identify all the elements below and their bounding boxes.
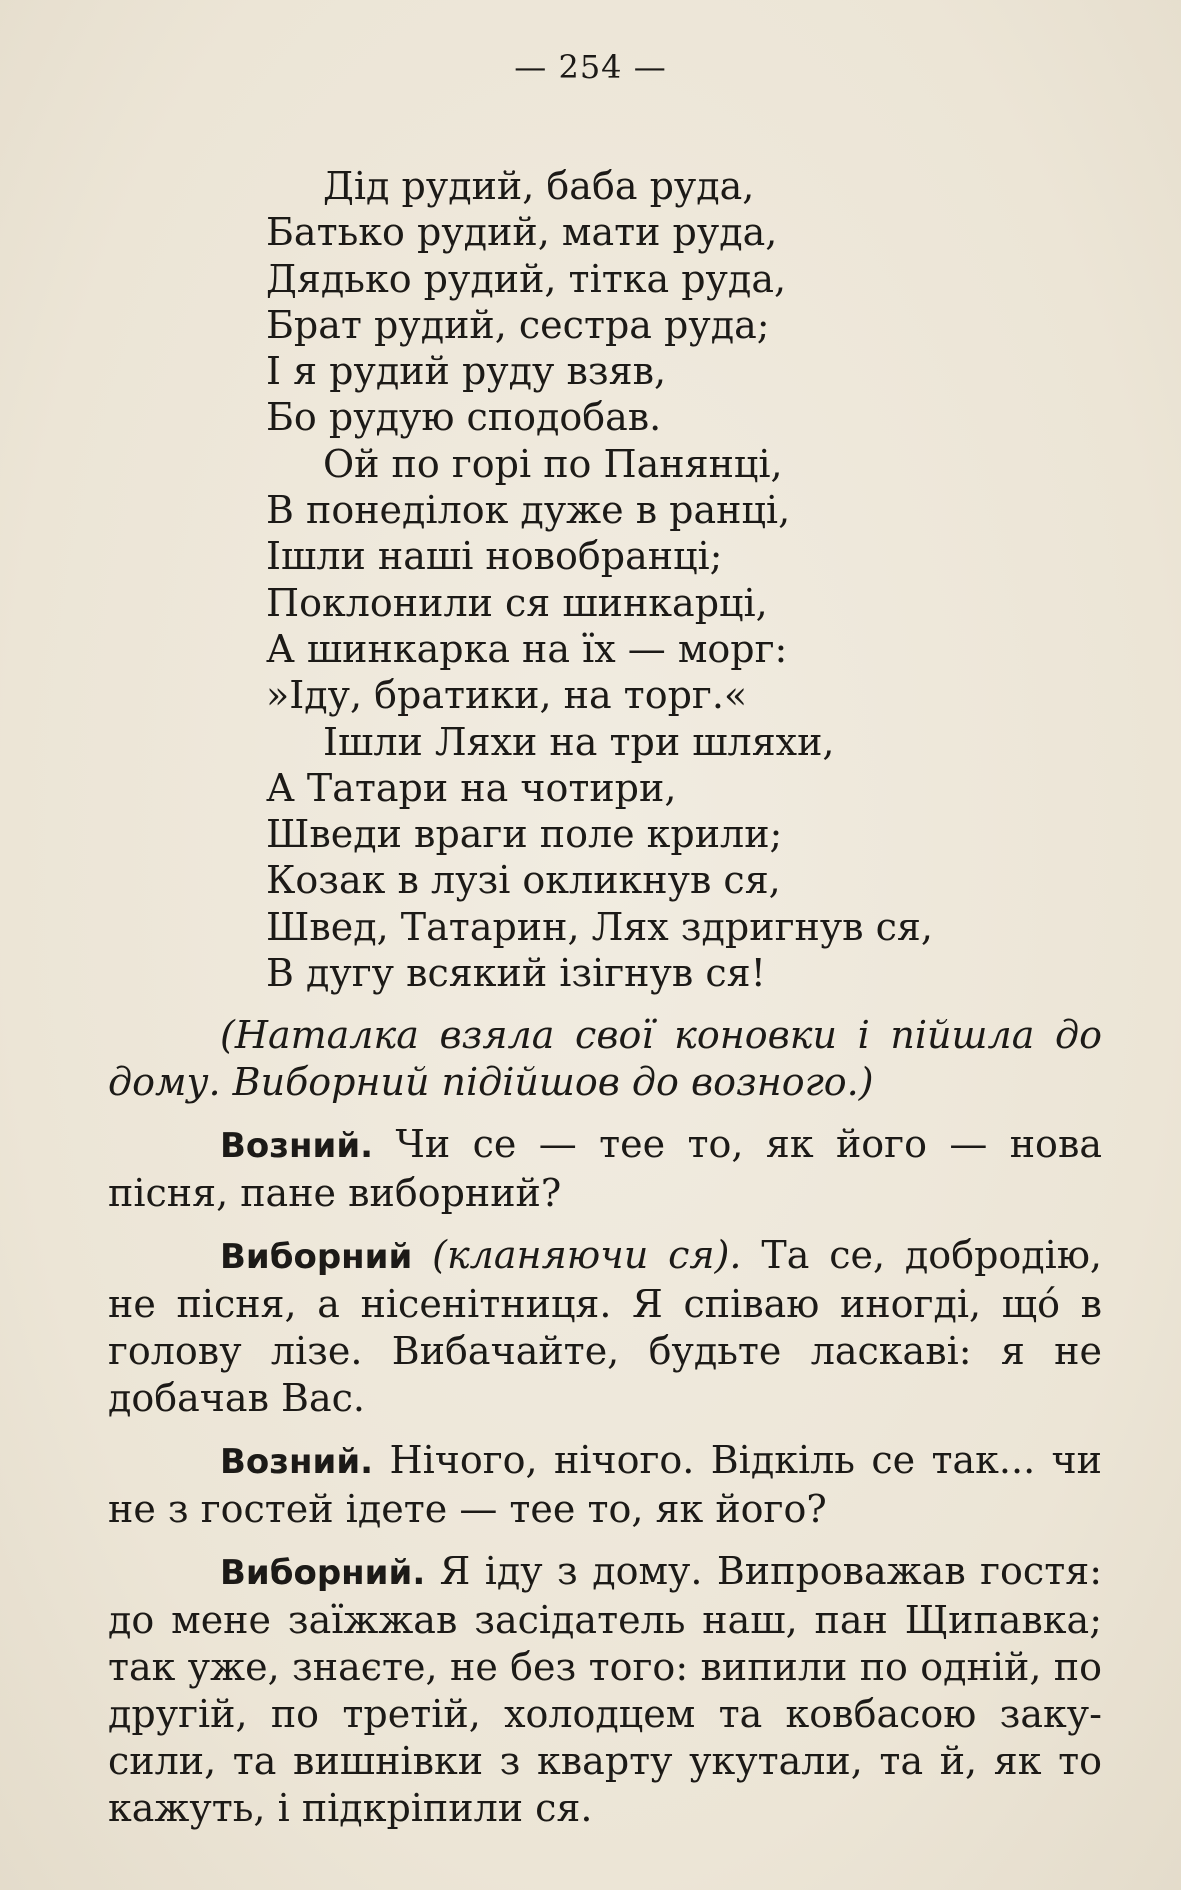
dialogue-text: Чи се — тее то, як його — нова пісня, пане виборний?: [108, 1122, 1102, 1215]
verse-line: Швед, Татарин, Лях здригнув ся,: [266, 904, 933, 949]
speaker-aside: (кланяючи ся).: [412, 1233, 742, 1277]
prose-block: [108, 1012, 1102, 1847]
speaker-name: Виборний.: [220, 1553, 426, 1593]
speaker-name: Возний.: [220, 1126, 374, 1166]
verse-line: В понеділок дуже в ранці,: [266, 488, 791, 533]
verse-line: Брат рудий, сестра руда;: [266, 302, 770, 347]
speaker-name: Возний.: [220, 1442, 374, 1482]
verse-line: А Татари на чотири,: [266, 765, 677, 810]
dialogue-paragraph: [108, 1232, 1102, 1422]
verse-line: Батько рудий, мати руда,: [266, 210, 778, 255]
verse-line: Дядько рудий, тітка руда,: [266, 256, 787, 301]
verse-line: Козак в лузі окликнув ся,: [266, 858, 781, 903]
verse-line: Шведи враги поле крили;: [266, 812, 783, 857]
verse-line: Ішли Ляхи на три шляхи,: [323, 719, 835, 764]
verse-line: Поклонили ся шинкарці,: [266, 580, 768, 625]
dialogue-text: Та се, добродію, не пісня, а нісенітниця. Я співаю иногді, щó в голову лізе. Вибачайте, будьте ласкаві: я не добачав Вас.: [108, 1233, 1102, 1420]
dialogue-paragraph: [108, 1548, 1102, 1832]
page-number: — 254 —: [514, 48, 667, 86]
dialogue-paragraph: [108, 1437, 1102, 1533]
verse-line: Ой по горі по Панянці,: [323, 441, 783, 486]
speaker-name: Виборний: [220, 1237, 413, 1277]
verse-line: Бо рудую сподобав.: [266, 395, 662, 440]
stage-direction: (Наталка взяла свої коновки і пійшла до дому. Виборний підійшов до возного.): [108, 1013, 1102, 1104]
verse-line: І я рудий руду взяв,: [266, 349, 667, 394]
verse-line: Ішли наші новобранці;: [266, 534, 723, 579]
verse-line: В дугу всякий ізігнув ся!: [266, 951, 766, 996]
dialogue-text: Я іду з дому. Випроважав гостя: до мене заїжжав засідатель наш, пан Щипавка; так уже, знаєте, не без того: випили по одній, по другій, по третій, холодцем та ковбасою закусили, та вишнівки з кварту укутали, та й, як то кажуть, і підкріпили ся.: [108, 1549, 1102, 1830]
verse-block: [266, 163, 1086, 996]
verse-line: »Іду, братики, на торг.«: [266, 673, 748, 718]
dialogue-text: Нічого, нічого. Відкіль се так... чи не з гостей ідете — тее то, як його?: [108, 1438, 1102, 1531]
dialogue-paragraph: [108, 1121, 1102, 1217]
verse-line: А шинкарка на їх — морг:: [266, 626, 788, 671]
verse-line: Дід рудий, баба руда,: [323, 164, 755, 208]
